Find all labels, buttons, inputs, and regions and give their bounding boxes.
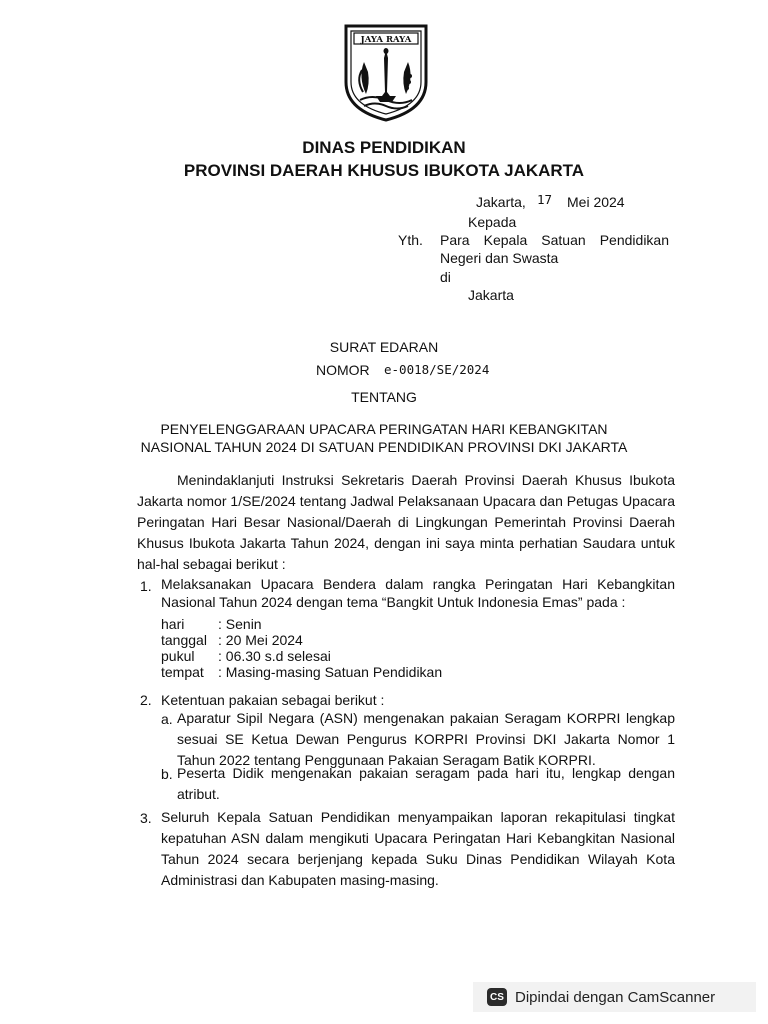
letter-place: Jakarta, xyxy=(476,194,526,210)
to-label: Kepada xyxy=(468,214,517,230)
letter-day: 17 xyxy=(537,192,553,207)
destination: Jakarta xyxy=(468,287,514,303)
schedule-row xyxy=(161,664,442,680)
subject-line1: PENYELENGGARAAN UPACARA PERINGATAN HARI KEBANGKITAN xyxy=(160,421,608,437)
item-2b-text: Peserta Didik mengenakan pakaian seragam pada hari itu, lengkap dengan atribut. xyxy=(177,765,675,802)
camscanner-icon: CS xyxy=(487,988,507,1006)
circular-type: SURAT EDARAN xyxy=(329,339,439,355)
item-3-number: 3. xyxy=(140,810,152,826)
letter-month-year: Mei 2024 xyxy=(567,194,625,210)
item-2b-label: b. xyxy=(161,766,173,782)
item-2-number: 2. xyxy=(140,692,152,708)
schedule-row xyxy=(161,632,442,648)
schedule-row xyxy=(161,616,442,632)
schedule-value: : 20 Mei 2024 xyxy=(218,632,303,648)
subject-line2: NASIONAL TAHUN 2024 DI SATUAN PENDIDIKAN PROVINSI DKI JAKARTA xyxy=(140,439,628,455)
item-3-text: Seluruh Kepala Satuan Pendidikan menyampaikan laporan rekapitulasi tingkat kepatuhan ASN dalam mengikuti Upacara Peringatan Hari Kebangkitan Nasional Tahun 2024 secara berjenjang kepada Suku Dinas Pendidikan Wilayah Kota Administrasi dan Kabupaten masing-masing. xyxy=(161,809,675,888)
schedule-key: tanggal xyxy=(161,632,207,648)
province-title: PROVINSI DAERAH KHUSUS IBUKOTA JAKARTA xyxy=(183,161,585,180)
item-1-text: Melaksanakan Upacara Bendera dalam rangka Peringatan Hari Kebangkitan Nasional Tahun 2024 dengan tema “Bangkit Untuk Indonesia Emas” pada : xyxy=(161,576,675,610)
emblem-motto: JAYA RAYA xyxy=(360,35,412,45)
schedule-key: tempat xyxy=(161,664,204,680)
office-title: DINAS PENDIDIKAN xyxy=(302,138,466,157)
item-2a-text: Aparatur Sipil Negara (ASN) mengenakan pakaian Seragam KORPRI lengkap sesuai SE Ketua Dewan Pengurus KORPRI Provinsi DKI Jakarta Nomor 1 Tahun 2022 tentang Penggunaan Pakaian Seragam Batik KORPRI. xyxy=(177,710,675,768)
intro-paragraph: Menindaklanjuti Instruksi Sekretaris Daerah Provinsi Daerah Khusus Ibukota Jakarta nomor 1/SE/2024 tentang Jadwal Pelaksanaan Upacara dan Petugas Upacara Peringatan Hari Besar Nasional/Daerah di Lingkungan Pemerintah Provinsi Daerah Khusus Ibukota Jakarta Tahun 2024, dengan ini saya minta perhatian Saudara untuk hal-hal sebagai berikut : xyxy=(137,472,675,572)
schedule-value: : 06.30 s.d selesai xyxy=(218,648,331,664)
camscanner-label: Dipindai dengan CamScanner xyxy=(515,988,716,1006)
di-label: di xyxy=(440,269,451,285)
item-1-number: 1. xyxy=(140,578,152,594)
yth-label: Yth. xyxy=(398,232,423,248)
recipient-line2: Negeri dan Swasta xyxy=(440,250,559,266)
circular-number: e-0018/SE/2024 xyxy=(384,362,490,377)
camscanner-stamp xyxy=(473,982,756,1012)
jakarta-emblem-icon xyxy=(342,22,430,122)
item-2a-label: a. xyxy=(161,711,173,727)
schedule-key: hari xyxy=(161,616,185,632)
schedule-row xyxy=(161,648,442,664)
schedule-value: : Masing-masing Satuan Pendidikan xyxy=(218,664,443,680)
item-2-text: Ketentuan pakaian sebagai berikut : xyxy=(161,692,385,708)
schedule-key: pukul xyxy=(161,648,195,664)
number-label: NOMOR xyxy=(316,362,370,378)
schedule-table xyxy=(161,616,442,680)
recipient-line1: Para Kepala Satuan Pendidikan xyxy=(440,232,669,248)
about-label: TENTANG xyxy=(351,389,417,405)
schedule-value: : Senin xyxy=(218,616,262,632)
